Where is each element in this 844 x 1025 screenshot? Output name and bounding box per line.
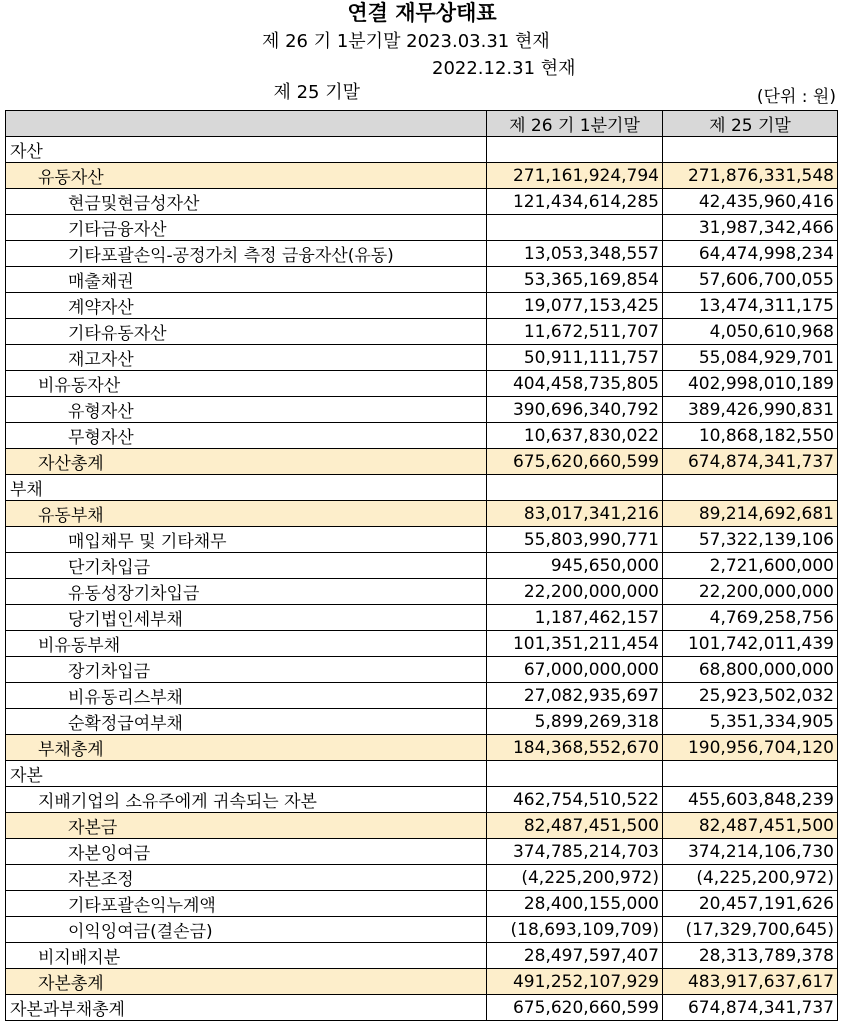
account-label: 유동자산 <box>6 163 487 189</box>
prior-period-value: 101,742,011,439 <box>663 631 838 657</box>
current-period-value: 675,620,660,599 <box>487 449 663 475</box>
prior-period-value: 5,351,334,905 <box>663 709 838 735</box>
prior-period-value: 89,214,692,681 <box>663 501 838 527</box>
current-period-value: (18,693,109,709) <box>487 917 663 943</box>
current-period-value: 50,911,111,757 <box>487 345 663 371</box>
table-row <box>6 501 838 527</box>
table-row <box>6 631 838 657</box>
period-prior-date: 2022.12.31 현재 <box>432 58 576 79</box>
table-row <box>6 189 838 215</box>
account-label: 기타포괄손익-공정가치 측정 금융자산(유동) <box>6 241 487 267</box>
account-label: 비지배지분 <box>6 943 487 969</box>
prior-period-value: 57,322,139,106 <box>663 527 838 553</box>
table-row <box>6 709 838 735</box>
table-row <box>6 969 838 995</box>
balance-sheet-table <box>5 110 838 1021</box>
prior-period-value: 674,874,341,737 <box>663 449 838 475</box>
account-label: 비유동자산 <box>6 371 487 397</box>
prior-period-value: 42,435,960,416 <box>663 189 838 215</box>
current-period-value: 67,000,000,000 <box>487 657 663 683</box>
account-label: 기타포괄손익누계액 <box>6 891 487 917</box>
prior-period-value: 68,800,000,000 <box>663 657 838 683</box>
prior-period-value <box>663 761 838 787</box>
current-period-value: 13,053,348,557 <box>487 241 663 267</box>
current-period-value: 462,754,510,522 <box>487 787 663 813</box>
prior-period-value: 483,917,637,617 <box>663 969 838 995</box>
table-row <box>6 267 838 293</box>
unit-note: (단위 : 원) <box>756 87 836 107</box>
table-row <box>6 293 838 319</box>
table-row <box>6 527 838 553</box>
table-row <box>6 865 838 891</box>
table-row <box>6 813 838 839</box>
prior-period-value: 190,956,704,120 <box>663 735 838 761</box>
prior-period-value: 22,200,000,000 <box>663 579 838 605</box>
account-label: 부채 <box>6 475 487 501</box>
current-period-value <box>487 761 663 787</box>
table-row <box>6 891 838 917</box>
table-row <box>6 943 838 969</box>
table-row <box>6 137 838 163</box>
prior-period-value: 10,868,182,550 <box>663 423 838 449</box>
prior-period-value <box>663 475 838 501</box>
account-label: 유형자산 <box>6 397 487 423</box>
current-period-value: 675,620,660,599 <box>487 995 663 1021</box>
table-row <box>6 371 838 397</box>
table-row <box>6 397 838 423</box>
current-period-value: 28,497,597,407 <box>487 943 663 969</box>
prior-period-value: 402,998,010,189 <box>663 371 838 397</box>
current-period-value: 491,252,107,929 <box>487 969 663 995</box>
current-period-value: 184,368,552,670 <box>487 735 663 761</box>
account-label: 비유동리스부채 <box>6 683 487 709</box>
account-label: 순확정급여부채 <box>6 709 487 735</box>
current-period-value: 121,434,614,285 <box>487 189 663 215</box>
account-label: 계약자산 <box>6 293 487 319</box>
prior-period-value <box>663 137 838 163</box>
account-label: 자본과부채총계 <box>6 995 487 1021</box>
table-row <box>6 449 838 475</box>
table-row <box>6 345 838 371</box>
table-row <box>6 475 838 501</box>
account-label: 자본잉여금 <box>6 839 487 865</box>
prior-period-value: (4,225,200,972) <box>663 865 838 891</box>
current-period-value: 83,017,341,216 <box>487 501 663 527</box>
account-label: 이익잉여금(결손금) <box>6 917 487 943</box>
current-period-value: 53,365,169,854 <box>487 267 663 293</box>
period-current: 제 26 기 1분기말 2023.03.31 현재 <box>262 31 550 52</box>
prior-period-value: 4,050,610,968 <box>663 319 838 345</box>
table-row <box>6 605 838 631</box>
current-period-value: 271,161,924,794 <box>487 163 663 189</box>
table-row <box>6 683 838 709</box>
account-label: 자산 <box>6 137 487 163</box>
prior-period-value: 55,084,929,701 <box>663 345 838 371</box>
current-period-value: 945,650,000 <box>487 553 663 579</box>
table-row <box>6 995 838 1021</box>
prior-period-value: 271,876,331,548 <box>663 163 838 189</box>
prior-period-value: 57,606,700,055 <box>663 267 838 293</box>
account-label: 현금및현금성자산 <box>6 189 487 215</box>
account-label: 자본총계 <box>6 969 487 995</box>
table-row <box>6 579 838 605</box>
current-period-value: 101,351,211,454 <box>487 631 663 657</box>
account-label: 당기법인세부채 <box>6 605 487 631</box>
prior-period-value: 25,923,502,032 <box>663 683 838 709</box>
current-period-value <box>487 475 663 501</box>
account-label: 매입채무 및 기타채무 <box>6 527 487 553</box>
table-body <box>6 137 838 1021</box>
account-label: 유동성장기차입금 <box>6 579 487 605</box>
account-label: 부채총계 <box>6 735 487 761</box>
table-row <box>6 917 838 943</box>
current-period-value: (4,225,200,972) <box>487 865 663 891</box>
current-period-value <box>487 137 663 163</box>
prior-period-value: 28,313,789,378 <box>663 943 838 969</box>
prior-period-value: 4,769,258,756 <box>663 605 838 631</box>
prior-period-value: 31,987,342,466 <box>663 215 838 241</box>
account-label: 매출채권 <box>6 267 487 293</box>
account-label: 기타유동자산 <box>6 319 487 345</box>
statement-title: 연결 재무상태표 <box>347 1 497 25</box>
account-label: 자본 <box>6 761 487 787</box>
table-row <box>6 215 838 241</box>
prior-period-value: 82,487,451,500 <box>663 813 838 839</box>
account-label: 재고자산 <box>6 345 487 371</box>
table-row <box>6 423 838 449</box>
table-row <box>6 163 838 189</box>
header-prior-period: 제 25 기말 <box>663 111 838 137</box>
current-period-value: 11,672,511,707 <box>487 319 663 345</box>
account-label: 자본조정 <box>6 865 487 891</box>
prior-period-value: 13,474,311,175 <box>663 293 838 319</box>
header-account <box>6 111 487 137</box>
current-period-value: 390,696,340,792 <box>487 397 663 423</box>
account-label: 유동부채 <box>6 501 487 527</box>
prior-period-value: (17,329,700,645) <box>663 917 838 943</box>
account-label: 자본금 <box>6 813 487 839</box>
account-label: 비유동부채 <box>6 631 487 657</box>
current-period-value: 19,077,153,425 <box>487 293 663 319</box>
table-row <box>6 319 838 345</box>
prior-period-value: 20,457,191,626 <box>663 891 838 917</box>
account-label: 장기차입금 <box>6 657 487 683</box>
current-period-value: 22,200,000,000 <box>487 579 663 605</box>
current-period-value: 10,637,830,022 <box>487 423 663 449</box>
table-row <box>6 735 838 761</box>
account-label: 기타금융자산 <box>6 215 487 241</box>
current-period-value: 5,899,269,318 <box>487 709 663 735</box>
account-label: 지배기업의 소유주에게 귀속되는 자본 <box>6 787 487 813</box>
table-row <box>6 761 838 787</box>
prior-period-value: 389,426,990,831 <box>663 397 838 423</box>
header-current-period: 제 26 기 1분기말 <box>487 111 663 137</box>
current-period-value: 404,458,735,805 <box>487 371 663 397</box>
table-row <box>6 839 838 865</box>
prior-period-value: 374,214,106,730 <box>663 839 838 865</box>
prior-period-value: 674,874,341,737 <box>663 995 838 1021</box>
table-row <box>6 241 838 267</box>
account-label: 자산총계 <box>6 449 487 475</box>
table-row <box>6 657 838 683</box>
current-period-value: 1,187,462,157 <box>487 605 663 631</box>
prior-period-value: 455,603,848,239 <box>663 787 838 813</box>
current-period-value: 82,487,451,500 <box>487 813 663 839</box>
current-period-value: 28,400,155,000 <box>487 891 663 917</box>
table-row <box>6 553 838 579</box>
current-period-value <box>487 215 663 241</box>
account-label: 무형자산 <box>6 423 487 449</box>
header-row <box>6 111 838 137</box>
prior-period-value: 2,721,600,000 <box>663 553 838 579</box>
account-label: 단기차입금 <box>6 553 487 579</box>
current-period-value: 55,803,990,771 <box>487 527 663 553</box>
current-period-value: 374,785,214,703 <box>487 839 663 865</box>
period-prior-label: 제 25 기말 <box>273 82 360 103</box>
table-row <box>6 787 838 813</box>
prior-period-value: 64,474,998,234 <box>663 241 838 267</box>
current-period-value: 27,082,935,697 <box>487 683 663 709</box>
